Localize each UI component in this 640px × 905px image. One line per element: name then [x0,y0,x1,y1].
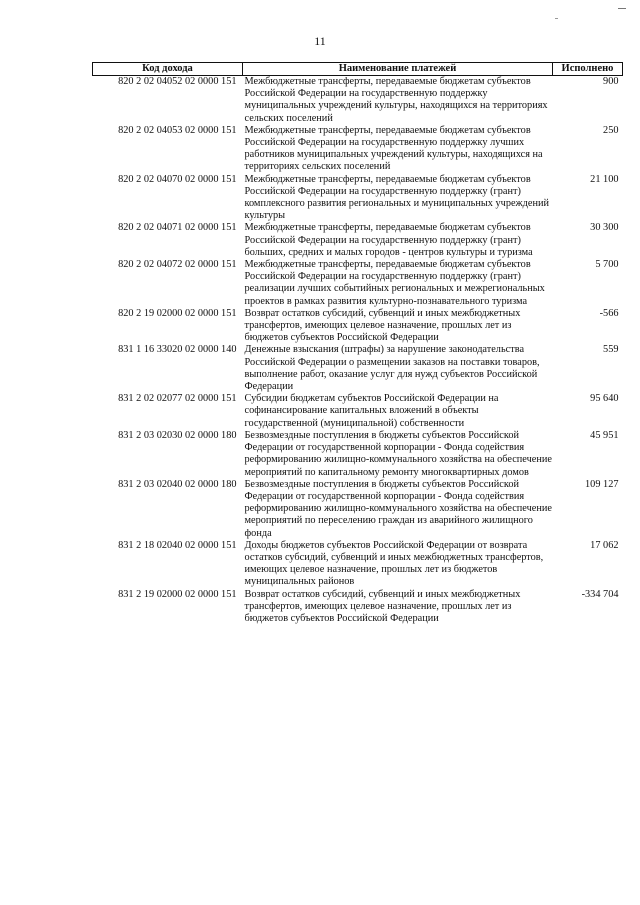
executed-value-cell: 95 640 [590,393,619,405]
scan-artifact-dot [555,18,558,19]
executed-value-cell: 109 127 [585,478,619,490]
income-code-cell: 820 2 02 04053 02 0000 151 [118,124,237,136]
payment-name-cell: Возврат остатков субсидий, субвенций и иных межбюджетных трансфертов, имеющих целевое назначение, прошлых лет из бюджетов субъектов Российской Федерации [244,307,521,344]
executed-value-cell: 559 [603,344,619,356]
table-row [93,76,623,125]
payment-name-cell: Межбюджетные трансферты, передаваемые бюджетам субъектов Российской Федерации на государственную поддержку (грант) реализации лучших событийных региональных и межрегиональных проектов в рамках развития культурно-познавательного туризма [244,259,545,307]
income-table [92,62,623,625]
table-row [93,125,623,174]
payment-name-cell: Доходы бюджетов субъектов Российской Федерации от возврата остатков субсидий, субвенций и иных межбюджетных трансфертов, имеющих целевое назначение, прошлых лет из бюджетов муниципальных районов [244,539,544,588]
executed-value-cell: -334 704 [581,588,619,600]
income-code-cell: 820 2 19 02000 02 0000 151 [118,307,237,319]
payment-name-cell: Субсидии бюджетам субъектов Российской Федерации на софинансирование капитальных вложений в объекты государственной (муниципальной) собственности [244,393,499,429]
header-executed: Исполнено [553,63,623,76]
table-header-row [93,63,623,76]
header-payment-name: Наименование платежей [243,63,553,76]
executed-value-cell: 5 700 [595,259,619,271]
payment-name-cell: Возврат остатков субсидий, субвенций и иных межбюджетных трансфертов, имеющих целевое назначение, прошлых лет из бюджетов субъектов Российской Федерации [244,588,521,624]
payment-name-cell: Межбюджетные трансферты, передаваемые бюджетам субъектов Российской Федерации на государственную поддержку лучших работников муниципальных учреждений культуры, находящихся на территориях сельских поселений [244,124,543,173]
table-row [93,222,623,259]
income-code-cell: 831 2 18 02040 02 0000 151 [118,539,237,551]
income-code-cell: 820 2 02 04071 02 0000 151 [118,222,237,234]
executed-value-cell: 45 951 [590,429,619,441]
executed-value-cell: 250 [603,124,619,136]
payment-name-cell: Межбюджетные трансферты, передаваемые бюджетам субъектов Российской Федерации на государственную поддержку муниципальных учреждений культуры, находящихся на территориях сельских поселений [244,76,548,124]
header-income-code: Код дохода [93,63,243,76]
payment-name-cell: Межбюджетные трансферты, передаваемые бюджетам субъектов Российской Федерации на государственную поддержку (грант) комплексного развития региональных и муниципальных учреждений культуры [244,173,550,222]
income-code-cell: 820 2 02 04070 02 0000 151 [118,173,237,185]
table-row [93,479,623,540]
table-row [93,344,623,393]
payment-name-cell: Безвозмездные поступления в бюджеты субъектов Российской Федерации от государственной корпорации - Фонда содействия реформированию жилищно-коммунального хозяйства на обеспечение мероприятий по капитальному ремонту многоквартирных домов [244,429,552,478]
page-number: 11 [314,34,326,48]
table-row [93,540,623,589]
table-row [93,393,623,430]
executed-value-cell: 900 [603,76,619,87]
income-code-cell: 831 2 03 02030 02 0000 180 [118,429,237,441]
income-code-cell: 831 2 03 02040 02 0000 180 [118,478,237,490]
income-code-cell: 831 2 19 02000 02 0000 151 [118,588,237,600]
income-code-cell: 831 2 02 02077 02 0000 151 [118,393,237,405]
income-code-cell: 820 2 02 04072 02 0000 151 [118,259,237,271]
income-code-cell: 831 1 16 33020 02 0000 140 [118,344,237,356]
executed-value-cell: -566 [599,307,619,319]
executed-value-cell: 21 100 [590,173,619,185]
table-row [93,174,623,223]
table-row [93,589,623,626]
payment-name-cell: Безвозмездные поступления в бюджеты субъектов Российской Федерации от государственной корпорации - Фонда содействия реформированию жилищно-коммунального хозяйства на обеспечение мероприятий по переселению граждан из аварийного жилищного фонда [244,478,552,539]
executed-value-cell: 30 300 [590,222,619,234]
table-row [93,308,623,345]
table-row [93,259,623,308]
income-code-cell: 820 2 02 04052 02 0000 151 [118,76,237,87]
table-row [93,430,623,479]
payment-name-cell: Денежные взыскания (штрафы) за нарушение законодательства Российской Федерации о размещении заказов на поставки товаров, выполнение работ, оказание услуг для нужд субъектов Российской Федерации [244,344,540,393]
scan-artifact [618,8,626,14]
executed-value-cell: 17 062 [590,539,619,551]
payment-name-cell: Межбюджетные трансферты, передаваемые бюджетам субъектов Российской Федерации на государственную поддержку (грант) больших, средних и малых городов - центров культуры и туризма [244,222,533,258]
